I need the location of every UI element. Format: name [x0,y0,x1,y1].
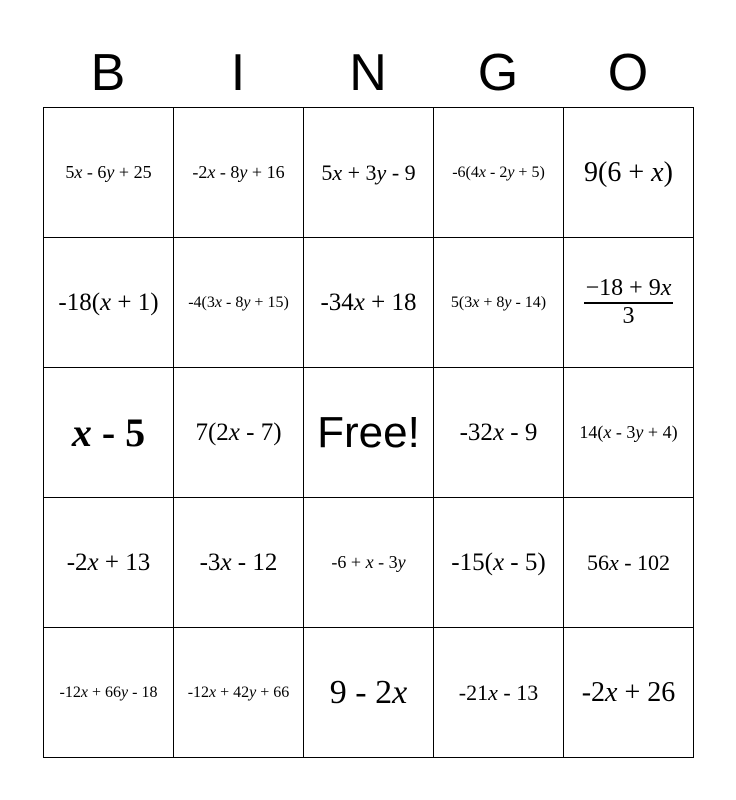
bingo-cell[interactable] [564,628,694,758]
bingo-cell[interactable] [564,498,694,628]
bingo-cell[interactable] [44,238,174,368]
bingo-cell[interactable] [434,368,564,498]
cell-text: -12x + 42y + 66 [187,683,290,701]
bingo-cell[interactable] [174,238,304,368]
bingo-cell[interactable] [564,108,694,238]
cell-text: -6(4x - 2y + 5) [452,163,545,181]
cell-text: 56x - 102 [586,549,671,575]
free-space-label: Free! [317,407,420,457]
bingo-cell[interactable] [174,628,304,758]
bingo-grid [43,107,694,758]
bingo-cell[interactable] [564,368,694,498]
bingo-cell[interactable] [304,498,434,628]
cell-text: -3x - 12 [199,548,278,576]
cell-text: -15(x - 5) [451,548,546,576]
header-letter-b: B [90,44,126,102]
header-letter-o: O [607,44,649,102]
cell-text: x - 5 [71,410,146,455]
bingo-cell[interactable] [304,628,434,758]
bingo-cell[interactable] [174,108,304,238]
bingo-cell[interactable] [174,498,304,628]
cell-text: 9(6 + x) [584,156,673,188]
bingo-cell[interactable] [434,238,564,368]
bingo-cell[interactable] [434,498,564,628]
bingo-cell[interactable] [304,238,434,368]
fraction-expression [584,276,674,328]
cell-text: -18(x + 1) [58,288,159,316]
fraction-denominator: 3 [622,302,635,329]
free-space-cell[interactable] [304,368,434,498]
cell-text: 5(3x + 8y - 14) [450,293,547,311]
bingo-cell[interactable] [44,498,174,628]
bingo-cell[interactable] [44,628,174,758]
cell-text: 9 - 2x [329,673,408,711]
cell-text: 7(2x - 7) [195,418,282,446]
cell-text: -6 + x - 3y [331,552,406,572]
bingo-cell[interactable] [174,368,304,498]
header-letter-i: I [230,44,246,102]
bingo-cell[interactable] [44,108,174,238]
cell-text: -2x + 26 [581,676,676,708]
bingo-cell[interactable] [44,368,174,498]
cell-text: -2x - 8y + 16 [192,162,285,182]
cell-text: 5x + 3y - 9 [321,159,416,185]
bingo-header [43,40,693,106]
fraction-numerator: −18 + 9x [584,276,674,303]
header-letter-g: G [477,44,519,102]
bingo-cell[interactable] [434,628,564,758]
cell-text: -34x + 18 [320,288,417,316]
bingo-cell[interactable] [304,108,434,238]
cell-text: -21x - 13 [458,679,539,705]
bingo-cell[interactable] [434,108,564,238]
cell-text: -12x + 66y - 18 [59,683,158,701]
cell-text: 5x - 6y + 25 [65,162,152,182]
cell-text: -2x + 13 [66,548,151,576]
bingo-cell[interactable] [564,238,694,368]
cell-text: -32x - 9 [459,418,538,446]
header-letter-n: N [349,44,387,102]
cell-text: 14(x - 3y + 4) [579,422,678,442]
cell-text: -4(3x - 8y + 15) [188,293,289,311]
